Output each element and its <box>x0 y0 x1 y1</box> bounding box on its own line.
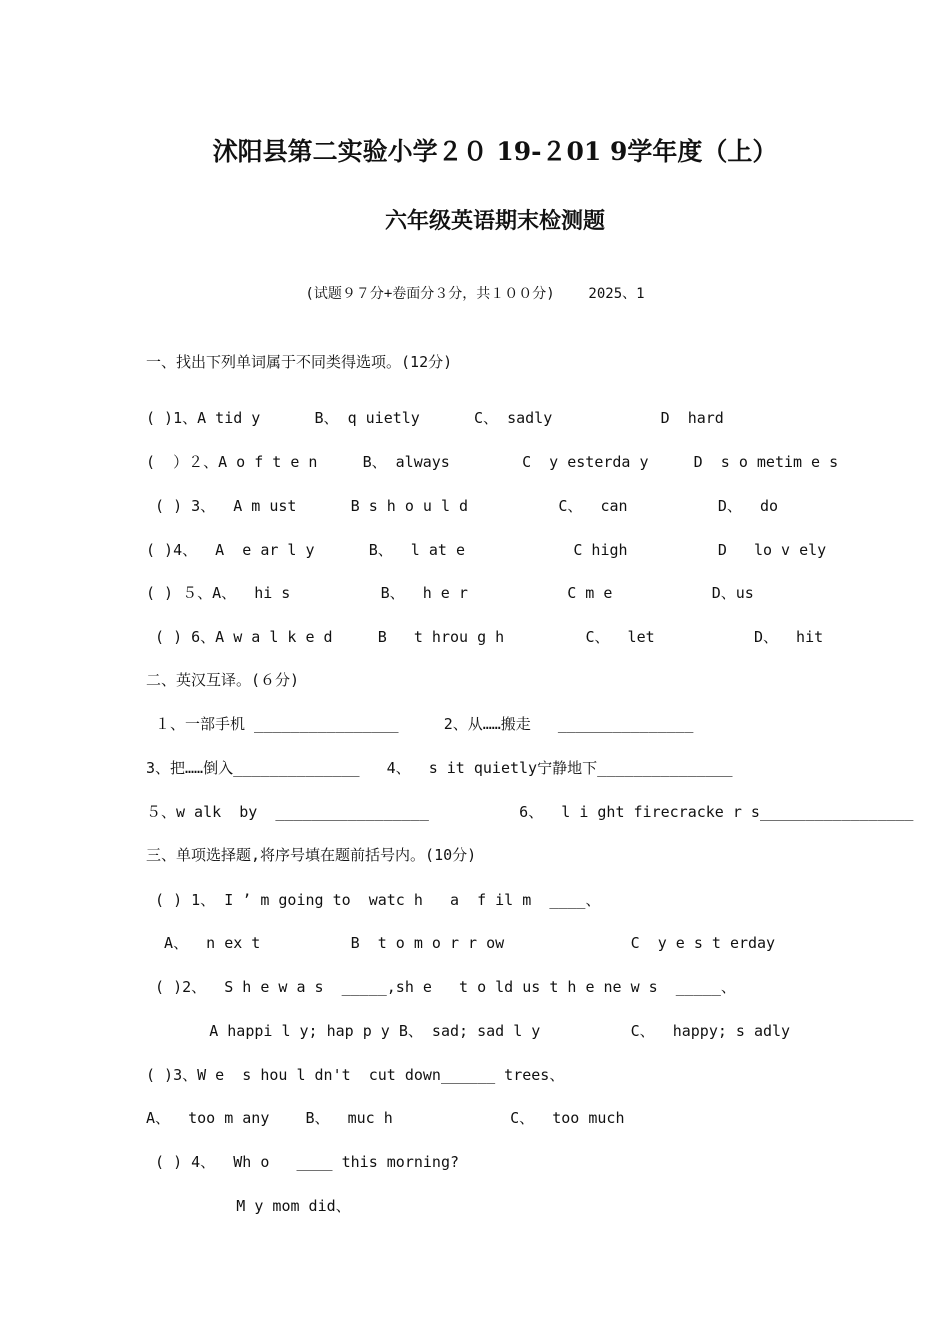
section-1-question-5: ( ) ５、A、 hi s B、 h e r C m e D、us <box>146 584 754 602</box>
section-1-question-1: ( )1、A tid y B、 q uietly C、 sadly D hard <box>146 409 724 427</box>
section-1-question-6: ( ) 6、A w a l k e d B t hrou g h C、 let D、 hit <box>146 628 824 646</box>
section-3-question-1: ( ) 1、 I ’ m going to watc h a f il m ____、 <box>146 891 601 909</box>
exam-subtitle: 六年级英语期末检测题 <box>384 208 605 234</box>
section-3-question-3-options: A、 too m any B、 muc h C、 too much <box>146 1109 625 1127</box>
section-1-question-3: ( ) 3、 A m ust B s h o u l d C、 can D、 do <box>146 497 778 515</box>
section-3-question-4: ( ) 4、 Wh o ____ this morning? <box>146 1153 460 1171</box>
section-3-question-2-options: A happi l y; hap p y B、 sad; sad l y C、 happy; s adly <box>146 1022 791 1040</box>
section-3-question-4-answer: M y mom did、 <box>146 1197 351 1215</box>
section-3-question-1-options: A、 n ex t B t o m o r r ow C y e s t erday <box>146 934 776 952</box>
section-2-row-3: ５、w alk by _________________ 6、 l i ght firecracke r s_________________ <box>146 803 914 821</box>
section-1-question-2: ( ）２、A o f t e n B、 always C y esterda y D s o metim e s <box>146 453 839 471</box>
section-1-question-4: ( )4、 A e ar l y B、 l at e C high D lo v ely <box>146 541 827 559</box>
section-2-row-2: 3、把……倒入______________ 4、 s it quietly宁静地下_______________ <box>146 759 733 777</box>
exam-title: 沭阳县第二实验小学２０ 19-２01 9学年度（上） <box>212 137 778 166</box>
section-1-heading: 一、找出下列单词属于不同类得选项。(12分) <box>146 353 453 371</box>
section-2-row-1: １、一部手机 ________________ 2、从……搬走 _______________ <box>146 715 694 733</box>
section-3-heading: 三、单项选择题,将序号填在题前括号内。(10分) <box>146 846 477 864</box>
section-3-question-3: ( )3、W e s hou l dn't cut down______ trees、 <box>146 1066 565 1084</box>
score-note: (试题９７分+卷面分３分，共１００分) 2025、1 <box>305 286 645 302</box>
section-2-heading: 二、英汉互译。(６分) <box>146 671 300 689</box>
section-3-question-2: ( )2、 S h e w a s _____,sh e t o ld us t h e ne w s _____、 <box>146 978 736 996</box>
